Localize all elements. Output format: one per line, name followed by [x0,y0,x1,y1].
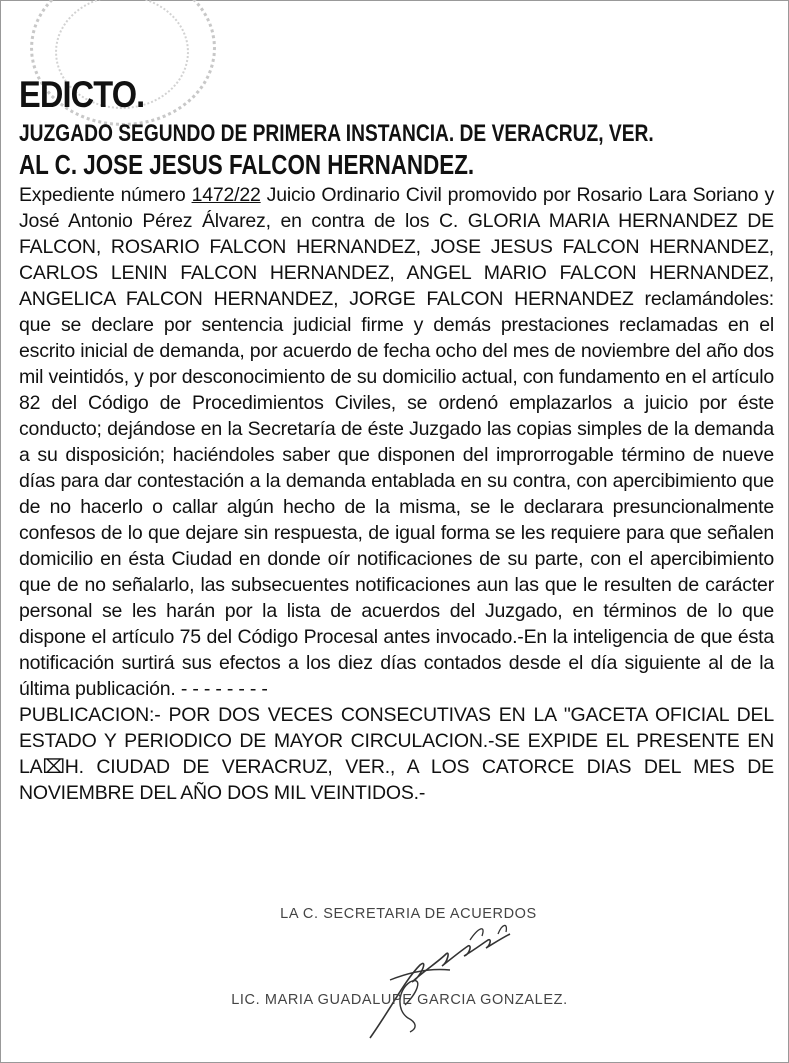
body-text: Juicio Ordinario Civil promovido por Rosario Lara Soriano y José Antonio Pérez Álvarez, en contra de los C. GLORIA MARIA HERNANDEZ DE FALCON, ROSARIO FALCON HERNANDEZ, JOSE JESUS FALCON HERNANDEZ, CARLOS LENIN FALCON HERNANDEZ, ANGEL MARIO FALCON HERNANDEZ, ANGELICA FALCON HERNANDEZ, JORGE FALCON HERNANDEZ reclamándoles: que se declare por sentencia judicial firme y demás prestaciones reclamadas en el escrito inicial de demanda, por acuerdo de fecha ocho del mes de noviembre del año dos mil veintidós, y por desconocimiento de su domicilio actual, con fundamento en el artículo 82 del Código de Procedimientos Civiles, se ordenó emplazarlos a juicio por éste conducto; dejándose en la Secretaría de éste Juzgado las copias simples de la demanda a su disposición; haciéndoles saber que disponen del improrrogable término de nueve días para dar contestación a la demanda entablada en su contra, con apercibimiento que de no hacerlo o callar algún hecho de la misma, se le declarara presuncionalmente confesos de lo que dejare sin respuesta, de igual forma se les requiere para que señalen domicilio en ésta Ciudad en donde oír notificaciones de su parte, con el apercibimiento que de no señalarlo, las subsecuentes notificaciones aun las que le resulten de carácter personal se les harán por la lista de acuerdos del Juzgado, en términos de lo que dispone el artículo 75 del Código Procesal antes invocado.-En la inteligencia de que ésta notificación surtirá sus efectos a los diez días contados desde el día siguiente al de la última publicación. - - - - - - - - [19,184,774,700]
body-prefix: Expediente número [19,184,192,206]
handwritten-signature [350,910,530,1050]
signer-name: LIC. MARIA GUADALUPE GARCIA GONZALEZ. [231,992,568,1008]
publication-note: PUBLICACION:- POR DOS VECES CONSECUTIVAS EN LA "GACETA OFICIAL DEL ESTADO Y PERIODICO DE MAYOR CIRCULACION.-SE EXPIDE EL PRESENTE EN LA⌧H. CIUDAD DE VERACRUZ, VER., A LOS CATORCE DIAS DEL MES DE NOVIEMBRE DEL AÑO DOS MIL VEINTIDOS.- [19,704,774,804]
edict-content [19,74,774,806]
signer-role: LA C. SECRETARIA DE ACUERDOS [280,906,537,922]
case-number: 1472/22 [191,184,261,206]
document-title: EDICTO. [19,74,145,115]
edict-body [19,182,774,702]
addressee-heading: AL C. JOSE JESUS FALCON HERNANDEZ. [19,149,475,180]
court-heading: JUZGADO SEGUNDO DE PRIMERA INSTANCIA. DE VERACRUZ, VER. [19,120,654,147]
